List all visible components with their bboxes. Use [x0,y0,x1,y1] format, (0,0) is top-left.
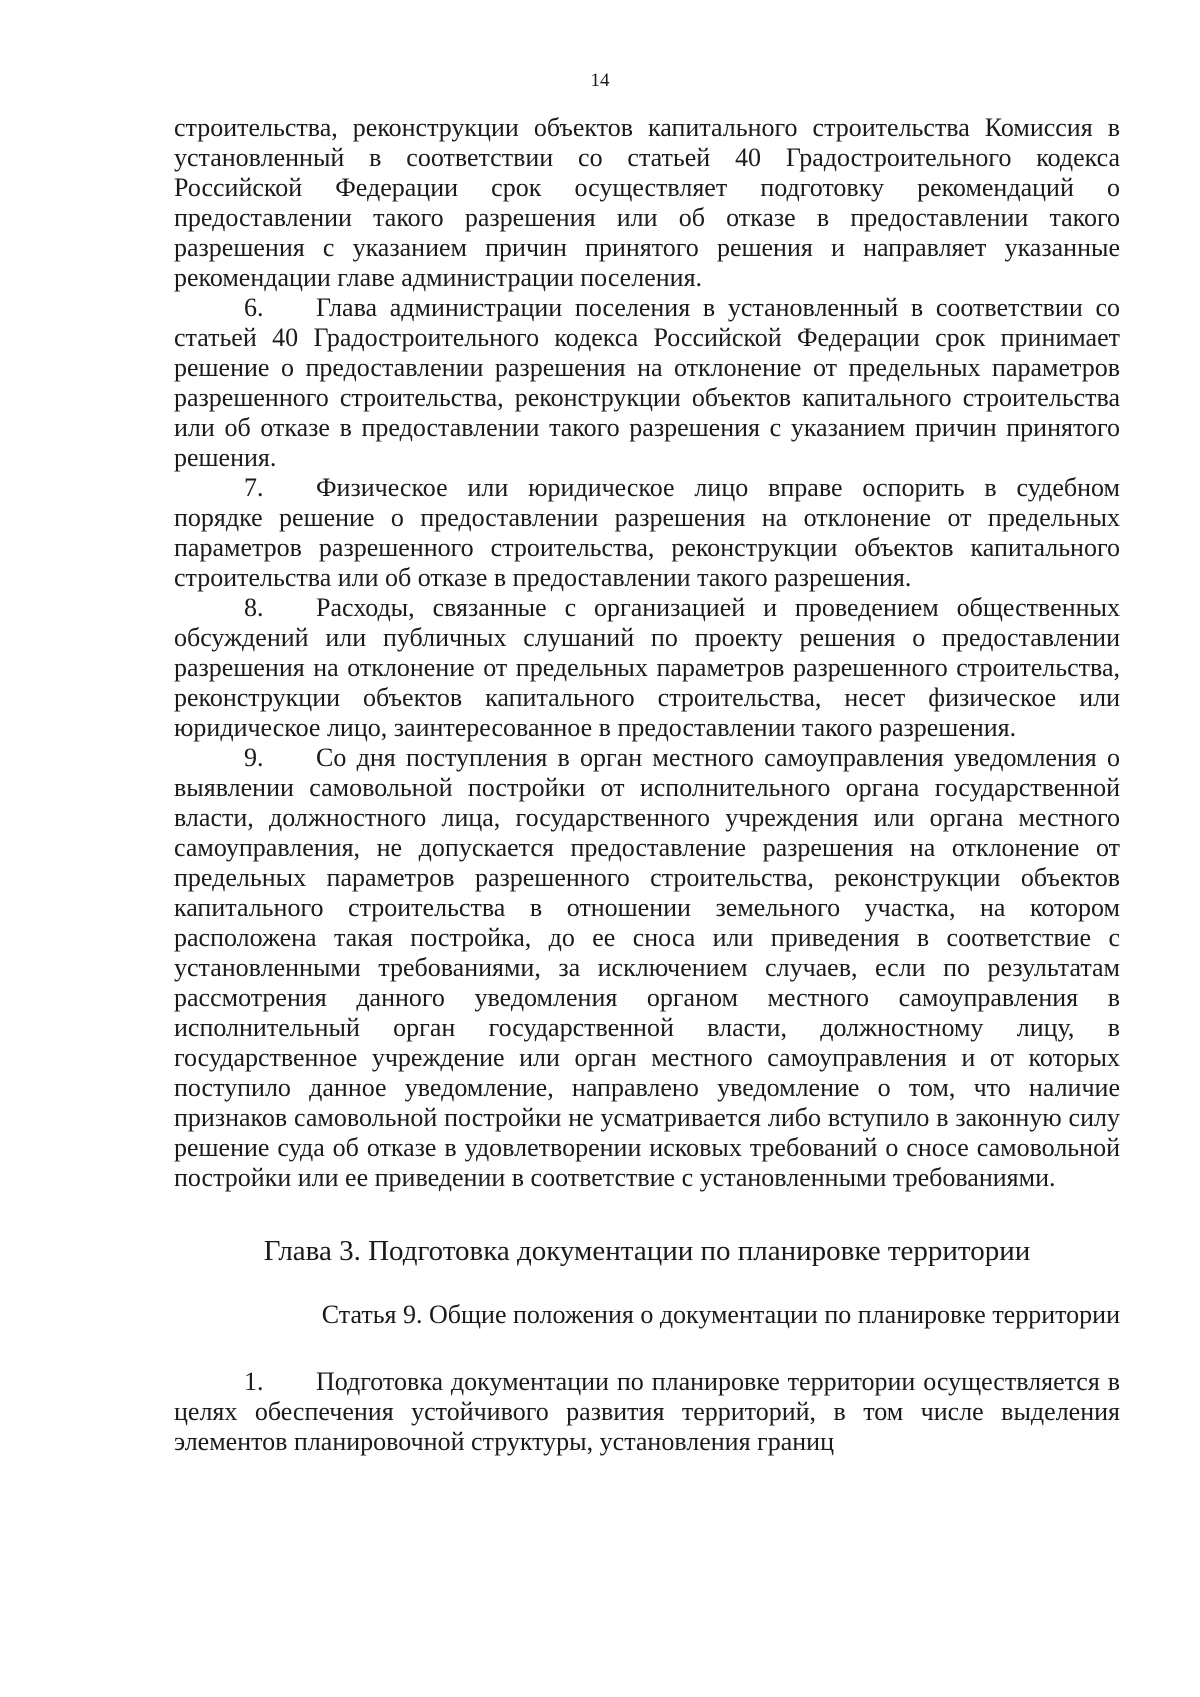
list-item-6 [174,293,1120,473]
list-item-9 [174,743,1120,1193]
list-item-8 [174,593,1120,743]
document-body [174,113,1120,1457]
chapter-title: Глава 3. Подготовка документации по планировке территории [263,1235,1031,1267]
item-text: Глава администрации поселения в установленный в соответствии со статьей 40 Градостроительного кодекса Российской Федерации срок принимает решение о предоставлении разрешения на отклонение от предельных параметров разрешенного строительства, реконструкции объектов капитального строительства или об отказе в предоставлении такого разрешения с указанием причин принятого решения. [174,293,1120,472]
item-number: 6. [244,293,264,322]
item-number: 1. [244,1367,264,1396]
item-text: Со дня поступления в орган местного самоуправления уведомления о выявлении самовольной постройки от исполнительного органа государственной власти, должностного лица, государственного учреждения или органа местного самоуправления, не допускается предоставление разрешения на отклонение от предельных параметров разрешенного строительства, реконструкции объектов капитального строительства в отношении земельного участка, на котором расположена такая постройка, до ее сноса или приведения в соответствие с установленными требованиями, за исключением случаев, если по результатам рассмотрения данного уведомления органом местного самоуправления в исполнительный орган государственной власти, должностному лицу, в государственное учреждение или орган местного самоуправления и от которых поступило данное уведомление, направлено уведомление о том, что наличие признаков самовольной постройки не усматривается либо вступило в законную силу решение суда об отказе в удовлетворении исковых требований о сносе самовольной постройки или ее приведении в соответствие с установленными требованиями. [174,743,1120,1192]
article-title: Статья 9. Общие положения о документации по планировке территории [321,1300,1120,1329]
item-text: Физическое или юридическое лицо вправе оспорить в судебном порядке решение о предоставлении разрешения на отклонение от предельных параметров разрешенного строительства, реконструкции объектов капитального строительства или об отказе в предоставлении такого разрешения. [174,473,1120,592]
item-number: 8. [244,593,264,622]
item-text: Подготовка документации по планировке территории осуществляется в целях обеспечения устойчивого развития территорий, в том числе выделения элементов планировочной структуры, установления границ [174,1367,1120,1456]
item-number: 7. [244,473,264,502]
list-item-7 [174,473,1120,593]
continuation-paragraph: строительства, реконструкции объектов капитального строительства Комиссия в установленный в соответствии со статьей 40 Градостроительного кодекса Российской Федерации срок осуществляет подготовку рекомендаций о предоставлении такого разрешения или об отказе в предоставлении такого разрешения с указанием причин принятого решения и направляет указанные рекомендации главе администрации поселения. [174,113,1120,292]
item-text: Расходы, связанные с организацией и проведением общественных обсуждений или публичных слушаний по проекту решения о предоставлении разрешения на отклонение от предельных параметров разрешенного строительства, реконструкции объектов капитального строительства, несет физическое или юридическое лицо, заинтересованное в предоставлении такого разрешения. [174,593,1120,742]
page-number: 14 [590,70,610,91]
item-number: 9. [244,743,264,772]
article-list-item-1 [174,1367,1120,1457]
